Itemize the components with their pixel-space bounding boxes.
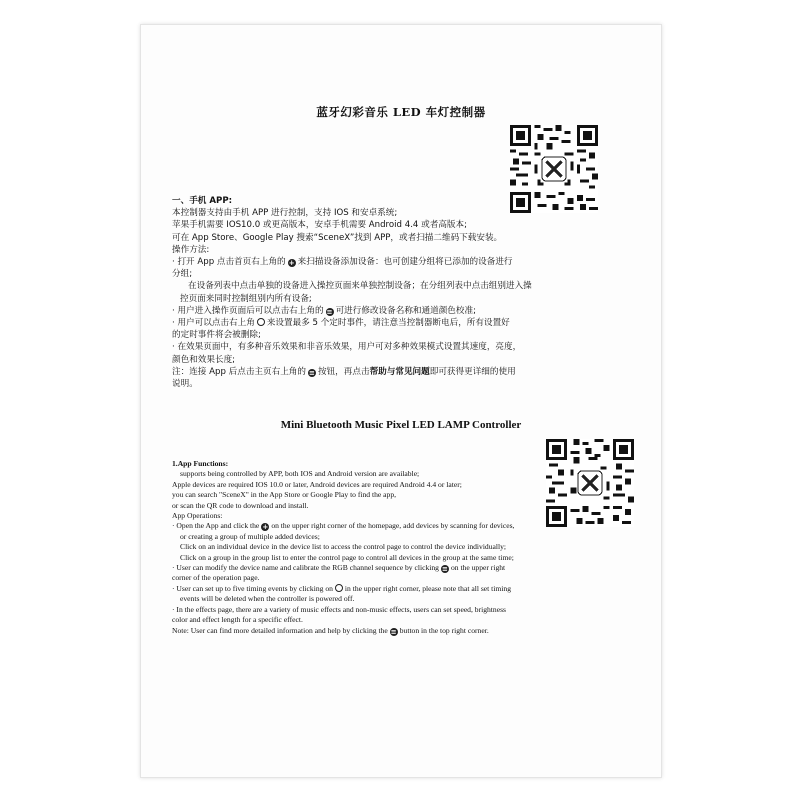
cn-line: · 用户可以点击右上角 来设置最多 5 个定时事件，请注意当控制器断电后，所有设置好 xyxy=(172,318,510,329)
en-line: color and effect length for a specific effect. xyxy=(172,615,303,625)
clock-circle-icon xyxy=(257,318,265,326)
english-title: Mini Bluetooth Music Pixel LED LAMP Controller xyxy=(280,419,522,431)
document-sheet xyxy=(140,24,662,778)
cn-line: 颜色和效果长度; xyxy=(172,354,236,365)
edit-circle-icon: ≡ xyxy=(442,565,448,574)
cn-line: · 在效果页面中，有多种音乐效果和非音乐效果，用户可对多种效果模式设置其速度，亮度， xyxy=(172,342,522,353)
en-line: · Open the App and click the + on the upper right corner of the homepage, add devices by scanning for devices, xyxy=(172,521,515,532)
en-line: Click on an individual device in the device list to access the control page to control the device individually; xyxy=(180,542,507,552)
cn-line: 的定时事件将会被删除; xyxy=(172,330,261,341)
cn-line: 分组; xyxy=(172,269,193,280)
cn-line: 本控制器支持由手机 APP 进行控制，支持 IOS 和安卓系统; xyxy=(172,208,398,219)
cn-section-heading: 一、手机 APP: xyxy=(172,196,233,206)
plus-circle-icon: + xyxy=(262,523,269,532)
clock-circle-icon xyxy=(335,584,343,592)
en-line: · In the effects page, there are a variety of music effects and non-music effects, users can set speed, brightness xyxy=(172,604,506,614)
en-section-heading: 1.App Functions: xyxy=(172,459,229,468)
cn-note: 注：连接 App 后点击主页右上角的 ≡ 按钮，再点击帮助与常见问题即可获得更详细的使用 xyxy=(172,366,516,377)
cn-line: · 用户进入操作页面后可以点击右上角的 ≡ 可进行修改设备名称和通道颜色校准; xyxy=(172,305,476,316)
en-line: or scan the QR code to download and install. xyxy=(172,500,309,510)
menu-circle-icon: ≡ xyxy=(309,368,315,377)
cn-line: 苹果手机需要 IOS10.0 或更高版本，安卓手机需要 Android 4.4 或者高版本; xyxy=(172,220,467,231)
cn-line: 控页面来同时控制组别内所有设备; xyxy=(180,293,312,304)
help-faq-label: 帮助与常见问题 xyxy=(369,366,430,377)
cn-line: 在设备列表中点击单独的设备进入操控页面来单独控制设备；在分组列表中点击组别进入操 xyxy=(188,281,532,292)
chinese-title: 蓝牙幻彩音乐 LED 车灯控制器 xyxy=(316,105,486,119)
cn-line: 可在 App Store、Google Play 搜索“SceneX”找到 APP，或者扫描二维码下载安装。 xyxy=(172,232,503,243)
en-line: Apple devices are required IOS 10.0 or later, Android devices are required Android 4.4 or later; xyxy=(172,479,462,489)
cn-line: · 打开 App 点击首页右上角的 + 来扫描设备添加设备：也可创建分组将已添加的设备进行 xyxy=(172,257,513,268)
english-instructions xyxy=(172,459,612,636)
en-line: you can search "SceneX" in the App Store or Google Play to find the app, xyxy=(172,490,397,500)
chinese-instructions xyxy=(172,195,642,390)
menu-circle-icon: ≡ xyxy=(390,627,397,636)
en-line: events will be deleted when the controller is powered off. xyxy=(180,594,355,604)
en-line: supports being controlled by APP, both IOS and Android version are available; xyxy=(180,469,420,479)
en-line: or creating a group of multiple added devices; xyxy=(180,531,320,541)
en-line: corner of the operation page. xyxy=(172,573,260,583)
cn-line: 说明。 xyxy=(172,379,198,390)
en-note: Note: User can find more detailed information and help by clicking the ≡ button in the top right corner. xyxy=(172,625,489,636)
en-line: · User can modify the device name and calibrate the RGB channel sequence by clicking ≡ on the upper right xyxy=(172,563,506,574)
en-line: App Operations: xyxy=(172,511,223,521)
en-line: · User can set up to five timing events by clicking on in the upper right corner, please note that all set timing xyxy=(172,583,511,593)
edit-circle-icon: ≡ xyxy=(326,307,333,316)
cn-line: 操作方法: xyxy=(172,244,210,255)
en-line: Click on a group in the group list to enter the control page to control all devices in the group at the same time; xyxy=(180,552,514,562)
plus-circle-icon: + xyxy=(288,259,295,268)
